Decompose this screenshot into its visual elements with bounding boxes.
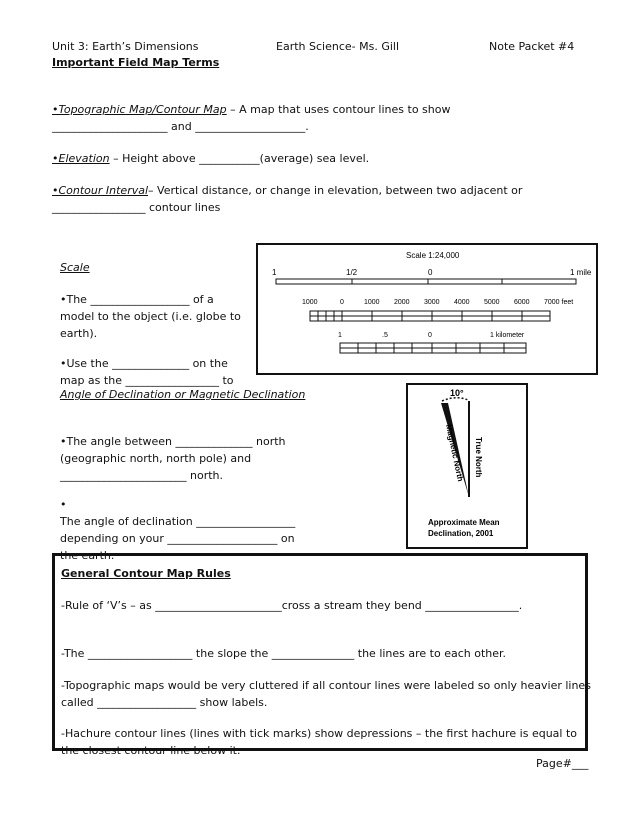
scale-label-mile: 1 mile <box>570 268 592 277</box>
rule-v: -Rule of ‘V’s – as _______________________cross a stream they bend _________________. <box>61 599 523 612</box>
scale-bars-graphic <box>258 245 596 373</box>
unit-title: Unit 3: Earth’s Dimensions <box>52 40 199 53</box>
declination-line-3: _______________________ north. <box>60 469 224 482</box>
feet-bar <box>310 311 550 321</box>
feet-label-2: 1000 <box>364 299 380 306</box>
elevation-term: •Elevation <box>52 152 110 165</box>
declination-line-5: depending on your ____________________ on <box>60 532 295 545</box>
rule-slope: -The ___________________ the slope the _______________ the lines are to each other. <box>61 647 507 660</box>
km-label-0: 0 <box>428 332 432 339</box>
angle-arc <box>442 398 468 401</box>
scale-figure-title: Scale 1:24,000 <box>406 251 460 260</box>
feet-label-6: 5000 <box>484 299 500 306</box>
packet-number: Note Packet #4 <box>489 40 575 53</box>
declination-caption-1: Approximate Mean <box>428 518 500 527</box>
contour-rules-box <box>52 553 591 757</box>
scale-line-2: model to the object (i.e. globe to <box>60 310 241 323</box>
rules-heading: General Contour Map Rules <box>61 567 231 580</box>
scale-heading: Scale <box>60 261 90 274</box>
mile-bar <box>276 279 576 284</box>
scale-label-1: 1 <box>272 268 277 277</box>
feet-label-1: 0 <box>340 299 344 306</box>
rule-hachure-1: -Hachure contour lines (lines with tick marks) show depressions – the first hachure is equal to <box>61 727 578 740</box>
scale-label-0: 0 <box>428 268 433 277</box>
topo-term-line <box>52 103 450 116</box>
km-label-1: 1 <box>338 332 342 339</box>
feet-label-0: 1000 <box>302 299 318 306</box>
declination-angle-label: 10° <box>450 388 464 398</box>
declination-bullet: • <box>60 498 67 511</box>
true-north-label: True North <box>474 437 483 478</box>
magnetic-north-label: Magnetic North <box>444 423 465 483</box>
feet-label-7: 6000 <box>514 299 530 306</box>
km-bar <box>340 343 526 353</box>
declination-line-2: (geographic north, north pole) and <box>60 452 252 465</box>
scale-label-half: 1/2 <box>346 268 358 277</box>
declination-line-6: the earth. <box>60 549 115 562</box>
declination-caption-2: Declination, 2001 <box>428 529 494 538</box>
course-title: Earth Science- Ms. Gill <box>276 40 400 53</box>
scale-section <box>56 255 256 387</box>
rule-labels-1: -Topographic maps would be very cluttered if all contour lines were labeled so only heavier lines <box>61 679 591 692</box>
elevation-def: – Height above ___________(average) sea level. <box>109 152 370 165</box>
declination-heading: Angle of Declination or Magnetic Declination <box>60 388 306 401</box>
declination-diagram <box>408 385 526 547</box>
contour-interval-term: •Contour Interval <box>52 184 149 197</box>
page-title: Important Field Map Terms <box>52 56 220 69</box>
km-label-km: 1 kilometer <box>490 332 525 339</box>
scale-bar-figure <box>256 243 598 375</box>
declination-line-4: The angle of declination __________________ <box>60 515 296 528</box>
elevation-line <box>52 152 369 165</box>
topo-term: •Topographic Map/Contour Map <box>52 103 227 116</box>
topo-def: – A map that uses contour lines to show <box>226 103 451 116</box>
contour-interval-blank: _________________ contour lines <box>52 201 221 214</box>
feet-label-8: 7000 feet <box>544 299 574 306</box>
page-number: Page#___ <box>536 757 589 770</box>
feet-label-4: 3000 <box>424 299 440 306</box>
declination-line-1: •The angle between ______________ north <box>60 435 286 448</box>
contour-interval-def: – Vertical distance, or change in elevation, between two adjacent or <box>148 184 523 197</box>
scale-line-4: •Use the ______________ on the <box>60 357 228 370</box>
rule-hachure-2: the closest contour line below it. <box>61 744 241 757</box>
scale-line-5: map as the _________________ to <box>60 374 234 387</box>
scale-line-1: •The __________________ of a <box>60 293 214 306</box>
feet-label-5: 4000 <box>454 299 470 306</box>
km-label-half: .5 <box>382 332 388 339</box>
declination-section <box>56 430 346 562</box>
feet-label-3: 2000 <box>394 299 410 306</box>
rule-labels-2: called __________________ show labels. <box>61 696 268 709</box>
scale-line-3: earth). <box>60 327 98 340</box>
contour-interval-line <box>52 184 522 197</box>
topo-blanks: _____________________ and ____________________. <box>52 120 309 133</box>
declination-figure <box>406 383 528 549</box>
